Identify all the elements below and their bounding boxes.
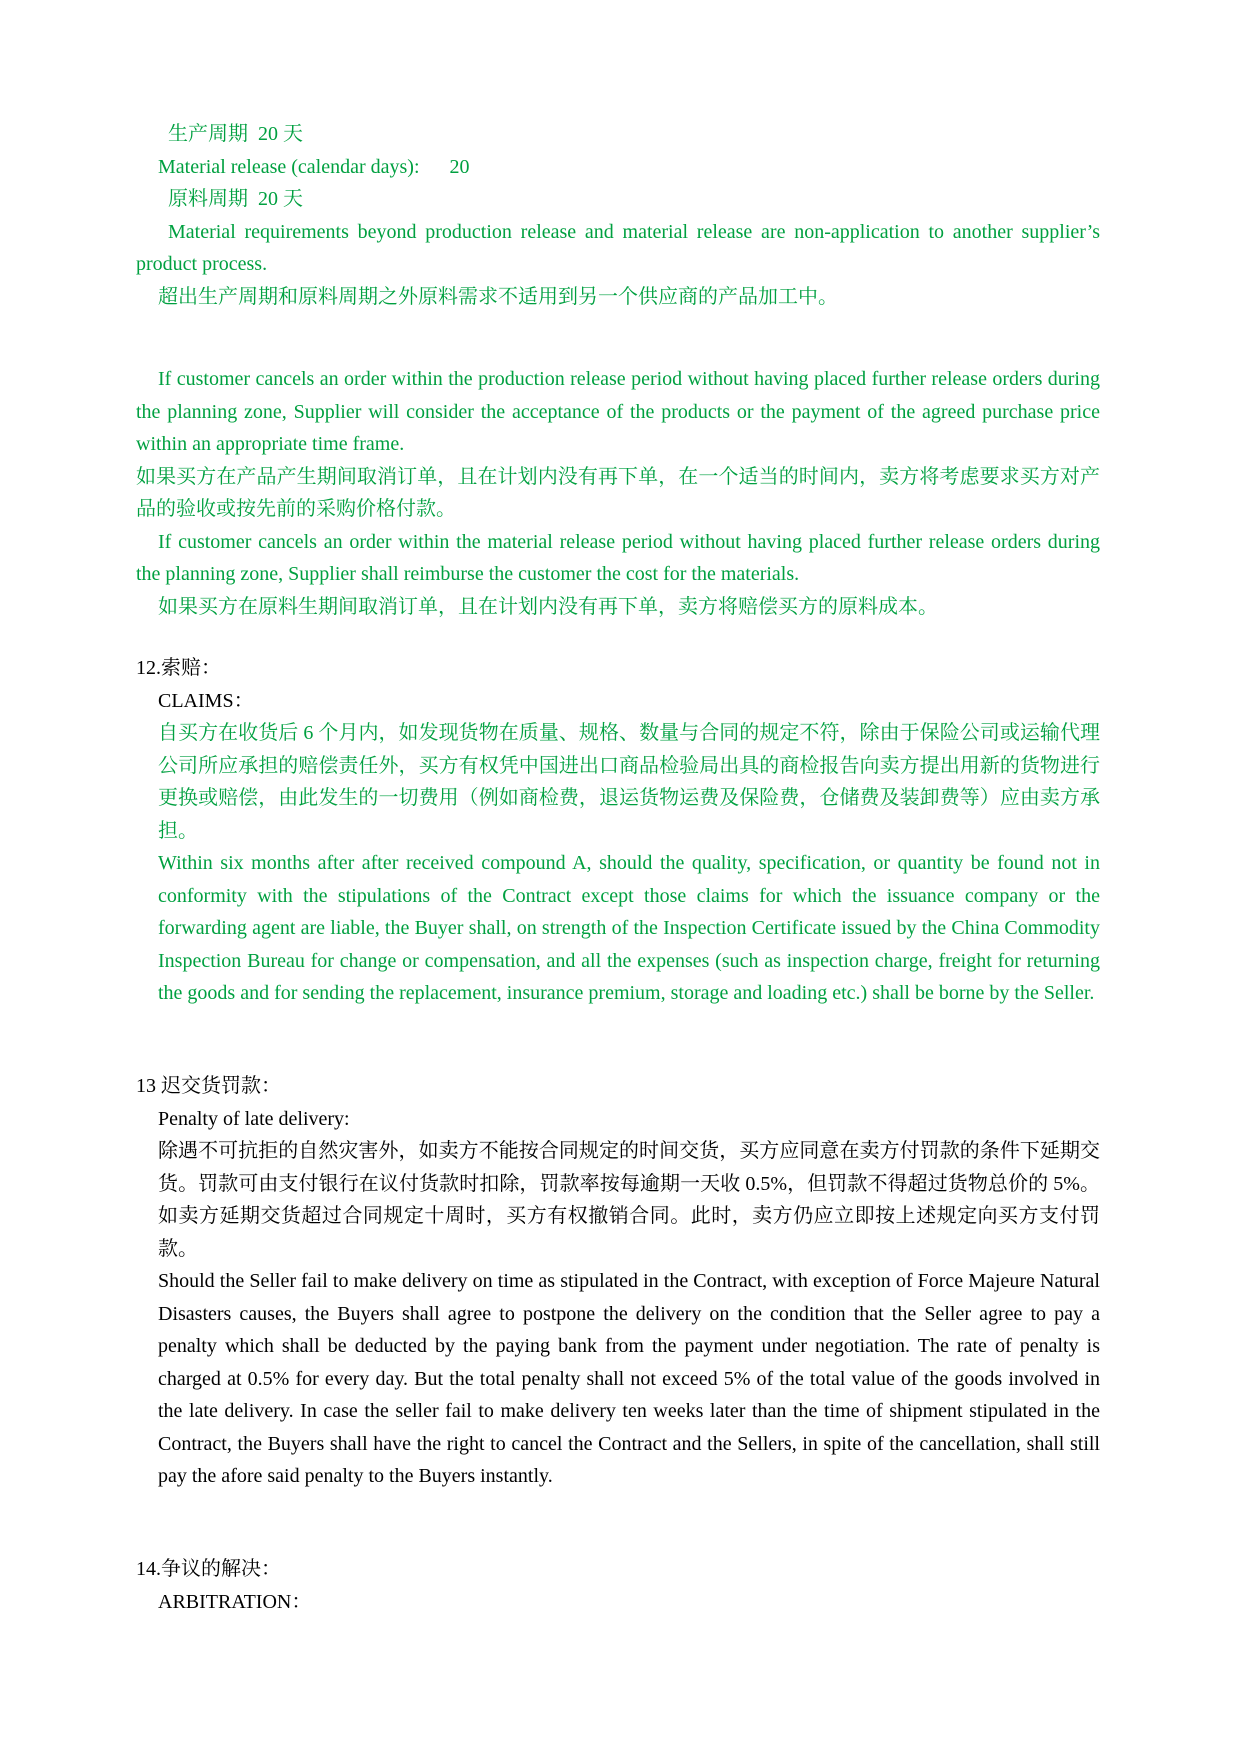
cancellation-clauses [136, 363, 1100, 623]
section-13-subheading: Penalty of late delivery: [158, 1107, 350, 1130]
cancel-production-cn: 如果买方在产品产生期间取消订单，且在计划内没有再下单，在一个适当的时间内，卖方将考虑要求买方对产品的验收或按先前的采购价格付款。 [136, 465, 1100, 520]
section-14-subheading: ARBITRATION： [158, 1590, 312, 1613]
section-13-penalty [136, 1070, 1100, 1493]
production-release-cn: 生产周期 20 天 [168, 123, 303, 145]
cancel-material-en: If customer cancels an order within the material release period without having placed further release orders during the planning zone, Supplier shall reimburse the customer the cost for the materials. [136, 530, 1100, 585]
section-14-arbitration [136, 1553, 1100, 1618]
section-12-heading: 12.索赔： [136, 657, 221, 679]
section-12-subheading: CLAIMS： [158, 689, 254, 712]
claims-body-en: Within six months after after received compound A, should the quality, specification, or quantity be found not in conformity with the stipulations of the Contract except those claims for which the issuance company or the forwarding agent are liable, the Buyer shall, on strength of the Inspection Certificate issued by the China Commodity Inspection Bureau for change or compensation, and all the expenses (such as inspection charge, freight for returning the goods and for sending the replacement, insurance premium, storage and loading etc.) shall be borne by the Seller. [158, 852, 1100, 1004]
penalty-body-en: Should the Seller fail to make delivery on time as stipulated in the Contract, with exception of Force Majeure Natural Disasters causes, the Buyers shall agree to postpone the delivery on the condition that the Seller agree to pay a penalty which shall be deducted by the paying bank from the payment under negotiation. The rate of penalty is charged at 0.5% for every day. But the total penalty shall not exceed 5% of the total value of the goods involved in the late delivery. In case the seller fail to make delivery ten weeks later than the time of shipment stipulated in the Contract, the Buyers shall have the right to cancel the Contract and the Sellers, in spite of the cancellation, shall still pay the afore said penalty to the Buyers instantly. [158, 1270, 1100, 1487]
section-13-heading: 13 迟交货罚款： [136, 1075, 281, 1097]
penalty-body-cn: 除遇不可抗拒的自然灾害外，如卖方不能按合同规定的时间交货，买方应同意在卖方付罚款的条件下延期交货。罚款可由支付银行在议付货款时扣除，罚款率按每逾期一天收 0.5%，但罚款不得超过货物总价的 5%。如卖方延期交货超过合同规定十周时，买方有权撤销合同。此时，卖方仍应立即按上述规定向买方支付罚款。 [158, 1140, 1100, 1260]
beyond-release-cn: 超出生产周期和原料周期之外原料需求不适用到另一个供应商的产品加工中。 [158, 285, 838, 308]
beyond-release-en: Material requirements beyond production release and material release are non-application to another supplier’s product process. [136, 220, 1100, 275]
cancel-production-en: If customer cancels an order within the production release period without having placed further release orders during the planning zone, Supplier will consider the acceptance of the products or the payment of the agreed purchase price within an appropriate time frame. [136, 368, 1100, 455]
material-release-cn: 原料周期 20 天 [168, 188, 303, 210]
section-11-continuation [136, 118, 1100, 313]
material-release-en: Material release (calendar days): 20 [158, 155, 470, 178]
section-14-heading: 14.争议的解决： [136, 1558, 281, 1580]
claims-body-cn: 自买方在收货后 6 个月内，如发现货物在质量、规格、数量与合同的规定不符，除由于保险公司或运输代理公司所应承担的赔偿责任外，买方有权凭中国进出口商品检验局出具的商检报告向卖方提出用新的货物进行更换或赔偿，由此发生的一切费用（例如商检费，退运货物运费及保险费，仓储费及装卸费等）应由卖方承担。 [158, 722, 1100, 842]
cancel-material-cn: 如果买方在原料生期间取消订单，且在计划内没有再下单，卖方将赔偿买方的原料成本。 [158, 595, 938, 618]
section-12-claims [136, 652, 1100, 1010]
